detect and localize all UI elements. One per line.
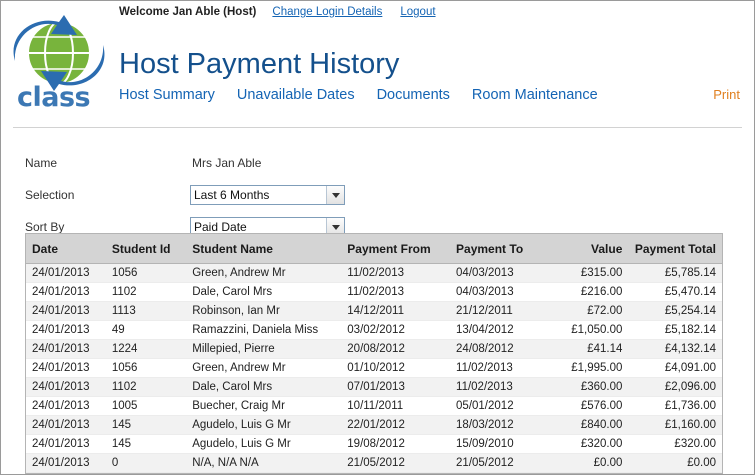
cell-date: 24/01/2013 — [26, 454, 106, 473]
cell-payment-from: 07/01/2013 — [341, 378, 450, 397]
cell-student-id: 0 — [106, 454, 186, 473]
table-row[interactable] — [26, 302, 722, 321]
header-divider — [13, 127, 742, 128]
filter-form — [25, 149, 725, 245]
cell-student-name: Millepied, Pierre — [186, 340, 341, 359]
name-label: Name — [25, 156, 58, 170]
selection-dropdown[interactable] — [190, 185, 345, 205]
cell-date: 24/01/2013 — [26, 264, 106, 283]
cell-payment-from: 14/12/2011 — [341, 302, 450, 321]
column-header-payment-to[interactable]: Payment To — [450, 234, 551, 264]
cell-date: 24/01/2013 — [26, 359, 106, 378]
table-row[interactable] — [26, 378, 722, 397]
cell-value: £576.00 — [551, 397, 629, 416]
cell-student-name: Dale, Carol Mrs — [186, 378, 341, 397]
table-header — [26, 234, 722, 264]
cell-payment-to: 24/08/2012 — [450, 340, 551, 359]
table-row[interactable] — [26, 283, 722, 302]
payment-history-table-wrap — [25, 233, 723, 474]
cell-student-id: 49 — [106, 321, 186, 340]
cell-payment-from: 22/01/2012 — [341, 416, 450, 435]
cell-value: £41.14 — [551, 340, 629, 359]
column-header-date[interactable]: Date — [26, 234, 106, 264]
column-header-payment-total[interactable]: Payment Total — [628, 234, 722, 264]
cell-value: £216.00 — [551, 283, 629, 302]
cell-student-id: 145 — [106, 435, 186, 454]
cell-student-name: Agudelo, Luis G Mr — [186, 416, 341, 435]
selection-label: Selection — [25, 188, 75, 202]
cell-payment-total: £2,096.00 — [628, 378, 722, 397]
column-header-student-name[interactable]: Student Name — [186, 234, 341, 264]
cell-student-id: 1102 — [106, 378, 186, 397]
cell-payment-to: 15/09/2010 — [450, 435, 551, 454]
table-row[interactable] — [26, 454, 722, 473]
change-login-details-link[interactable]: Change Login Details — [272, 6, 383, 18]
name-value: Mrs Jan Able — [192, 156, 262, 170]
cell-date: 24/01/2013 — [26, 321, 106, 340]
cell-value: £315.00 — [551, 264, 629, 283]
cell-date: 24/01/2013 — [26, 416, 106, 435]
cell-payment-to: 13/04/2012 — [450, 321, 551, 340]
cell-student-name: Ramazzini, Daniela Miss — [186, 321, 341, 340]
cell-payment-to: 18/03/2012 — [450, 416, 551, 435]
table-header-row — [26, 234, 722, 264]
cell-payment-total: £5,470.14 — [628, 283, 722, 302]
nav-item-host-summary[interactable]: Host Summary — [119, 87, 215, 103]
table-row[interactable] — [26, 321, 722, 340]
cell-payment-total: £1,160.00 — [628, 416, 722, 435]
table-row[interactable] — [26, 264, 722, 283]
form-row-selection — [25, 181, 725, 209]
table-row[interactable] — [26, 435, 722, 454]
class-logo[interactable] — [9, 15, 113, 115]
main-nav — [119, 87, 598, 103]
cell-student-id: 1102 — [106, 283, 186, 302]
cell-date: 24/01/2013 — [26, 302, 106, 321]
column-header-payment-from[interactable]: Payment From — [341, 234, 450, 264]
print-link[interactable]: Print — [713, 87, 740, 102]
cell-student-name: Dale, Carol Mrs — [186, 283, 341, 302]
cell-value: £1,050.00 — [551, 321, 629, 340]
cell-payment-from: 21/05/2012 — [341, 454, 450, 473]
cell-student-id: 1005 — [106, 397, 186, 416]
cell-date: 24/01/2013 — [26, 378, 106, 397]
cell-value: £840.00 — [551, 416, 629, 435]
cell-payment-total: £4,091.00 — [628, 359, 722, 378]
cell-date: 24/01/2013 — [26, 283, 106, 302]
cell-payment-total: £1,736.00 — [628, 397, 722, 416]
cell-payment-to: 11/02/2013 — [450, 378, 551, 397]
cell-date: 24/01/2013 — [26, 340, 106, 359]
cell-payment-to: 21/12/2011 — [450, 302, 551, 321]
cell-student-name: Green, Andrew Mr — [186, 359, 341, 378]
cell-payment-total: £4,132.14 — [628, 340, 722, 359]
cell-payment-to: 04/03/2013 — [450, 283, 551, 302]
cell-date: 24/01/2013 — [26, 435, 106, 454]
cell-student-id: 1224 — [106, 340, 186, 359]
welcome-text: Welcome Jan Able (Host) — [119, 6, 257, 18]
cell-student-name: Green, Andrew Mr — [186, 264, 341, 283]
cell-payment-total: £5,182.14 — [628, 321, 722, 340]
cell-payment-to: 05/01/2012 — [450, 397, 551, 416]
cell-value: £320.00 — [551, 435, 629, 454]
cell-value: £360.00 — [551, 378, 629, 397]
column-header-student-id[interactable]: Student Id — [106, 234, 186, 264]
cell-payment-to: 11/02/2013 — [450, 359, 551, 378]
table-row[interactable] — [26, 397, 722, 416]
cell-payment-total: £320.00 — [628, 435, 722, 454]
cell-student-name: N/A, N/A N/A — [186, 454, 341, 473]
cell-student-name: Robinson, Ian Mr — [186, 302, 341, 321]
form-row-name — [25, 149, 725, 177]
cell-student-name: Buecher, Craig Mr — [186, 397, 341, 416]
logo-wordmark: class — [17, 82, 91, 113]
cell-payment-from: 11/02/2013 — [341, 264, 450, 283]
cell-payment-from: 11/02/2013 — [341, 283, 450, 302]
selection-dropdown-wrap — [190, 185, 345, 205]
table-body — [26, 264, 722, 473]
column-header-value[interactable]: Value — [551, 234, 629, 264]
logout-link[interactable]: Logout — [400, 6, 436, 18]
nav-item-room-maintenance[interactable]: Room Maintenance — [471, 87, 598, 103]
cell-student-id: 1056 — [106, 264, 186, 283]
page-title: Host Payment History — [119, 48, 400, 81]
cell-student-name: Agudelo, Luis G Mr — [186, 435, 341, 454]
sort-by-label: Sort By — [25, 220, 65, 234]
cell-value: £0.00 — [551, 454, 629, 473]
nav-item-unavailable-dates[interactable]: Unavailable Dates — [236, 87, 355, 103]
cell-payment-from: 19/08/2012 — [341, 435, 450, 454]
cell-payment-total: £0.00 — [628, 454, 722, 473]
cell-payment-total: £5,785.14 — [628, 264, 722, 283]
cell-payment-to: 21/05/2012 — [450, 454, 551, 473]
cell-student-id: 1056 — [106, 359, 186, 378]
cell-payment-to: 04/03/2013 — [450, 264, 551, 283]
table-row[interactable] — [26, 340, 722, 359]
cell-payment-from: 01/10/2012 — [341, 359, 450, 378]
cell-student-id: 1113 — [106, 302, 186, 321]
payment-history-table — [26, 234, 722, 473]
cell-value: £72.00 — [551, 302, 629, 321]
cell-payment-from: 10/11/2011 — [341, 397, 450, 416]
cell-student-id: 145 — [106, 416, 186, 435]
cell-payment-from: 03/02/2012 — [341, 321, 450, 340]
cell-payment-from: 20/08/2012 — [341, 340, 450, 359]
nav-item-documents[interactable]: Documents — [376, 87, 450, 103]
top-bar — [1, 1, 754, 23]
table-row[interactable] — [26, 359, 722, 378]
cell-value: £1,995.00 — [551, 359, 629, 378]
table-row[interactable] — [26, 416, 722, 435]
cell-payment-total: £5,254.14 — [628, 302, 722, 321]
cell-date: 24/01/2013 — [26, 397, 106, 416]
